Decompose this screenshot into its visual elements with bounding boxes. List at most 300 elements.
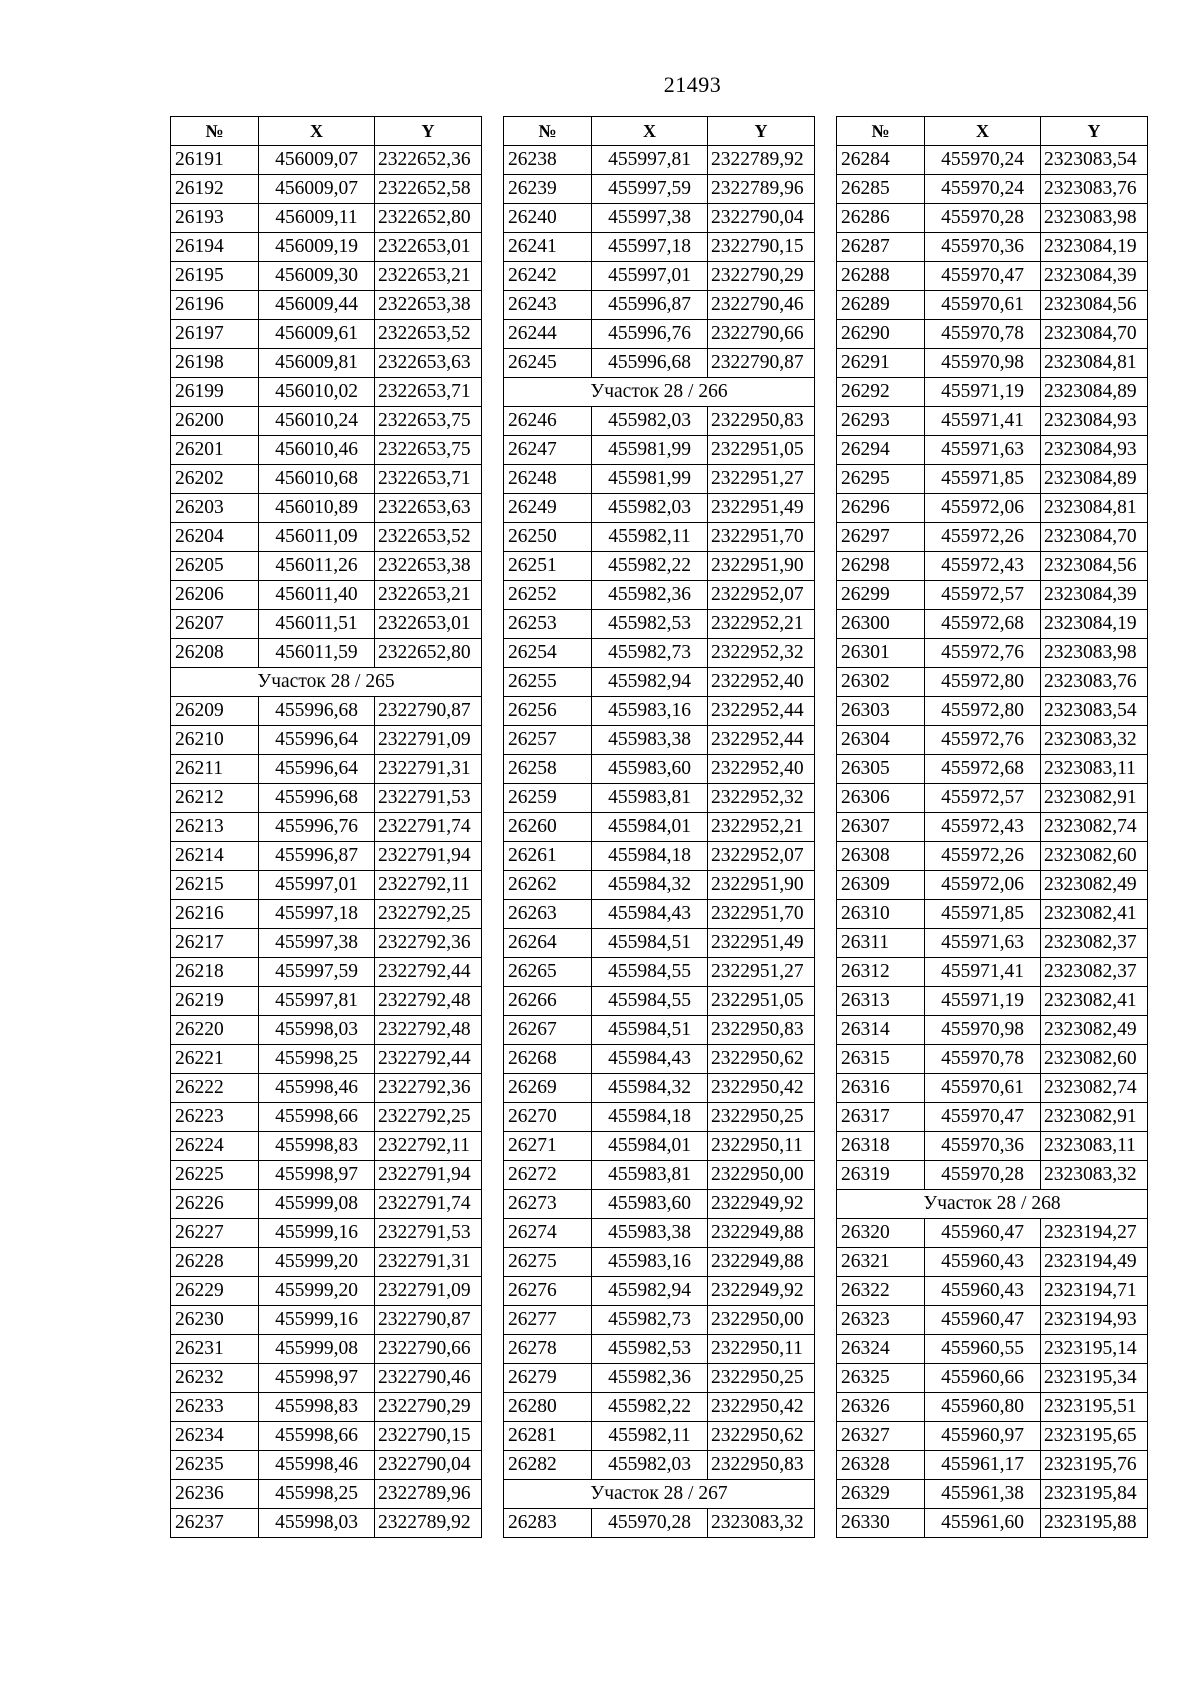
x-coordinate: 455984,32 bbox=[592, 1074, 708, 1103]
table-row bbox=[171, 813, 482, 842]
table-row bbox=[504, 320, 815, 349]
x-coordinate: 456009,11 bbox=[259, 204, 375, 233]
point-number: 26232 bbox=[171, 1364, 259, 1393]
x-coordinate: 455981,99 bbox=[592, 465, 708, 494]
y-coordinate: 2322790,04 bbox=[708, 204, 815, 233]
table-row bbox=[837, 1045, 1148, 1074]
x-coordinate: 455960,47 bbox=[925, 1306, 1041, 1335]
table-row bbox=[171, 1045, 482, 1074]
y-coordinate: 2322952,32 bbox=[708, 639, 815, 668]
x-coordinate: 456011,51 bbox=[259, 610, 375, 639]
point-number: 26265 bbox=[504, 958, 592, 987]
y-coordinate: 2323194,49 bbox=[1041, 1248, 1148, 1277]
point-number: 26301 bbox=[837, 639, 925, 668]
y-coordinate: 2322792,36 bbox=[375, 929, 482, 958]
table-row bbox=[504, 1277, 815, 1306]
x-coordinate: 455982,22 bbox=[592, 1393, 708, 1422]
table-row bbox=[171, 1132, 482, 1161]
y-coordinate: 2323084,81 bbox=[1041, 494, 1148, 523]
table-row bbox=[171, 1393, 482, 1422]
x-coordinate: 455970,28 bbox=[925, 204, 1041, 233]
table-row bbox=[837, 1277, 1148, 1306]
x-coordinate: 455998,25 bbox=[259, 1480, 375, 1509]
x-coordinate: 456009,44 bbox=[259, 291, 375, 320]
y-coordinate: 2322789,96 bbox=[708, 175, 815, 204]
x-coordinate: 455982,22 bbox=[592, 552, 708, 581]
point-number: 26266 bbox=[504, 987, 592, 1016]
table-row bbox=[504, 1306, 815, 1335]
point-number: 26192 bbox=[171, 175, 259, 204]
point-number: 26316 bbox=[837, 1074, 925, 1103]
point-number: 26259 bbox=[504, 784, 592, 813]
table-row bbox=[504, 523, 815, 552]
x-coordinate: 455982,03 bbox=[592, 1451, 708, 1480]
x-coordinate: 455970,98 bbox=[925, 349, 1041, 378]
y-coordinate: 2322791,53 bbox=[375, 784, 482, 813]
y-coordinate: 2322653,21 bbox=[375, 581, 482, 610]
point-number: 26250 bbox=[504, 523, 592, 552]
x-coordinate: 456011,26 bbox=[259, 552, 375, 581]
table-row bbox=[504, 494, 815, 523]
section-header-row bbox=[837, 1190, 1148, 1219]
point-number: 26293 bbox=[837, 407, 925, 436]
table-row bbox=[171, 1074, 482, 1103]
table-row bbox=[504, 1161, 815, 1190]
y-coordinate: 2323084,56 bbox=[1041, 552, 1148, 581]
table-row bbox=[837, 1509, 1148, 1538]
point-number: 26238 bbox=[504, 146, 592, 175]
point-number: 26231 bbox=[171, 1335, 259, 1364]
x-coordinate: 455997,81 bbox=[592, 146, 708, 175]
point-number: 26236 bbox=[171, 1480, 259, 1509]
table-row bbox=[171, 1422, 482, 1451]
table-row bbox=[837, 291, 1148, 320]
table-row bbox=[837, 871, 1148, 900]
x-coordinate: 455981,99 bbox=[592, 436, 708, 465]
y-coordinate: 2322952,21 bbox=[708, 610, 815, 639]
y-coordinate: 2323195,88 bbox=[1041, 1509, 1148, 1538]
y-coordinate: 2323082,37 bbox=[1041, 929, 1148, 958]
x-coordinate: 455972,76 bbox=[925, 726, 1041, 755]
y-coordinate: 2322790,04 bbox=[375, 1451, 482, 1480]
y-coordinate: 2322789,92 bbox=[708, 146, 815, 175]
y-coordinate: 2323083,11 bbox=[1041, 755, 1148, 784]
table-row bbox=[171, 1103, 482, 1132]
y-coordinate: 2322653,21 bbox=[375, 262, 482, 291]
y-coordinate: 2323082,74 bbox=[1041, 813, 1148, 842]
x-coordinate: 455970,98 bbox=[925, 1016, 1041, 1045]
y-coordinate: 2323084,39 bbox=[1041, 262, 1148, 291]
y-coordinate: 2322952,07 bbox=[708, 581, 815, 610]
table-row bbox=[504, 1074, 815, 1103]
y-coordinate: 2322791,94 bbox=[375, 842, 482, 871]
point-number: 26305 bbox=[837, 755, 925, 784]
table-row bbox=[171, 1277, 482, 1306]
y-coordinate: 2322792,48 bbox=[375, 1016, 482, 1045]
point-number: 26272 bbox=[504, 1161, 592, 1190]
x-coordinate: 455972,26 bbox=[925, 523, 1041, 552]
point-number: 26260 bbox=[504, 813, 592, 842]
table-row bbox=[837, 1306, 1148, 1335]
point-number: 26210 bbox=[171, 726, 259, 755]
point-number: 26330 bbox=[837, 1509, 925, 1538]
y-coordinate: 2322950,42 bbox=[708, 1393, 815, 1422]
y-coordinate: 2323082,37 bbox=[1041, 958, 1148, 987]
point-number: 26218 bbox=[171, 958, 259, 987]
y-coordinate: 2322790,46 bbox=[375, 1364, 482, 1393]
point-number: 26241 bbox=[504, 233, 592, 262]
y-coordinate: 2322791,09 bbox=[375, 1277, 482, 1306]
y-coordinate: 2322951,49 bbox=[708, 929, 815, 958]
point-number: 26287 bbox=[837, 233, 925, 262]
point-number: 26289 bbox=[837, 291, 925, 320]
y-coordinate: 2322792,11 bbox=[375, 871, 482, 900]
point-number: 26284 bbox=[837, 146, 925, 175]
x-coordinate: 455984,01 bbox=[592, 813, 708, 842]
point-number: 26249 bbox=[504, 494, 592, 523]
x-coordinate: 455972,26 bbox=[925, 842, 1041, 871]
table-row bbox=[504, 552, 815, 581]
point-number: 26227 bbox=[171, 1219, 259, 1248]
table-row bbox=[504, 581, 815, 610]
table-row bbox=[837, 842, 1148, 871]
table-row bbox=[171, 639, 482, 668]
y-coordinate: 2322792,44 bbox=[375, 958, 482, 987]
x-coordinate: 455972,43 bbox=[925, 552, 1041, 581]
table-row bbox=[504, 1335, 815, 1364]
y-coordinate: 2323084,19 bbox=[1041, 233, 1148, 262]
point-number: 26204 bbox=[171, 523, 259, 552]
x-coordinate: 455984,51 bbox=[592, 929, 708, 958]
point-number: 26248 bbox=[504, 465, 592, 494]
x-coordinate: 455997,81 bbox=[259, 987, 375, 1016]
y-coordinate: 2322792,48 bbox=[375, 987, 482, 1016]
point-number: 26199 bbox=[171, 378, 259, 407]
x-coordinate: 455961,60 bbox=[925, 1509, 1041, 1538]
x-coordinate: 455997,59 bbox=[592, 175, 708, 204]
point-number: 26264 bbox=[504, 929, 592, 958]
point-number: 26215 bbox=[171, 871, 259, 900]
point-number: 26221 bbox=[171, 1045, 259, 1074]
x-coordinate: 455982,53 bbox=[592, 1335, 708, 1364]
table-row bbox=[171, 494, 482, 523]
x-coordinate: 455998,46 bbox=[259, 1074, 375, 1103]
point-number: 26252 bbox=[504, 581, 592, 610]
x-coordinate: 455997,18 bbox=[592, 233, 708, 262]
x-coordinate: 455996,68 bbox=[259, 697, 375, 726]
table-row bbox=[504, 1451, 815, 1480]
point-number: 26327 bbox=[837, 1422, 925, 1451]
point-number: 26321 bbox=[837, 1248, 925, 1277]
table-row bbox=[171, 1451, 482, 1480]
y-coordinate: 2322950,00 bbox=[708, 1306, 815, 1335]
table-row bbox=[837, 204, 1148, 233]
x-coordinate: 455960,55 bbox=[925, 1335, 1041, 1364]
x-coordinate: 455998,83 bbox=[259, 1393, 375, 1422]
table-row bbox=[504, 1393, 815, 1422]
table-row bbox=[837, 929, 1148, 958]
y-coordinate: 2322652,36 bbox=[375, 146, 482, 175]
point-number: 26211 bbox=[171, 755, 259, 784]
x-coordinate: 455982,03 bbox=[592, 494, 708, 523]
point-number: 26263 bbox=[504, 900, 592, 929]
table-row bbox=[837, 668, 1148, 697]
table-row bbox=[837, 726, 1148, 755]
x-coordinate: 456010,89 bbox=[259, 494, 375, 523]
y-coordinate: 2322791,09 bbox=[375, 726, 482, 755]
point-number: 26254 bbox=[504, 639, 592, 668]
point-number: 26322 bbox=[837, 1277, 925, 1306]
point-number: 26191 bbox=[171, 146, 259, 175]
point-number: 26202 bbox=[171, 465, 259, 494]
y-coordinate: 2322792,25 bbox=[375, 1103, 482, 1132]
x-coordinate: 455984,43 bbox=[592, 900, 708, 929]
header-number: № bbox=[837, 117, 925, 146]
x-coordinate: 455960,43 bbox=[925, 1248, 1041, 1277]
y-coordinate: 2322792,44 bbox=[375, 1045, 482, 1074]
y-coordinate: 2323082,60 bbox=[1041, 842, 1148, 871]
point-number: 26280 bbox=[504, 1393, 592, 1422]
point-number: 26308 bbox=[837, 842, 925, 871]
table-header-row bbox=[504, 117, 815, 146]
y-coordinate: 2322949,88 bbox=[708, 1248, 815, 1277]
point-number: 26230 bbox=[171, 1306, 259, 1335]
point-number: 26288 bbox=[837, 262, 925, 291]
y-coordinate: 2322789,96 bbox=[375, 1480, 482, 1509]
y-coordinate: 2323084,70 bbox=[1041, 320, 1148, 349]
point-number: 26312 bbox=[837, 958, 925, 987]
x-coordinate: 455983,38 bbox=[592, 1219, 708, 1248]
point-number: 26255 bbox=[504, 668, 592, 697]
point-number: 26229 bbox=[171, 1277, 259, 1306]
table-row bbox=[504, 610, 815, 639]
table-row bbox=[837, 1074, 1148, 1103]
table-row bbox=[171, 871, 482, 900]
x-coordinate: 455972,06 bbox=[925, 871, 1041, 900]
table-row bbox=[171, 552, 482, 581]
table-row bbox=[171, 291, 482, 320]
x-coordinate: 455998,25 bbox=[259, 1045, 375, 1074]
x-coordinate: 455999,16 bbox=[259, 1219, 375, 1248]
y-coordinate: 2323084,39 bbox=[1041, 581, 1148, 610]
y-coordinate: 2323195,84 bbox=[1041, 1480, 1148, 1509]
x-coordinate: 455998,46 bbox=[259, 1451, 375, 1480]
y-coordinate: 2323082,74 bbox=[1041, 1074, 1148, 1103]
point-number: 26246 bbox=[504, 407, 592, 436]
table-row bbox=[837, 349, 1148, 378]
table-row bbox=[504, 1045, 815, 1074]
point-number: 26310 bbox=[837, 900, 925, 929]
table-row bbox=[837, 262, 1148, 291]
table-row bbox=[171, 407, 482, 436]
point-number: 26198 bbox=[171, 349, 259, 378]
table-row bbox=[837, 958, 1148, 987]
table-row bbox=[171, 581, 482, 610]
point-number: 26268 bbox=[504, 1045, 592, 1074]
x-coordinate: 455982,94 bbox=[592, 668, 708, 697]
x-coordinate: 455997,01 bbox=[259, 871, 375, 900]
x-coordinate: 455961,17 bbox=[925, 1451, 1041, 1480]
point-number: 26291 bbox=[837, 349, 925, 378]
y-coordinate: 2322790,46 bbox=[708, 291, 815, 320]
y-coordinate: 2322653,71 bbox=[375, 378, 482, 407]
table-row bbox=[504, 1364, 815, 1393]
y-coordinate: 2322950,11 bbox=[708, 1335, 815, 1364]
point-number: 26286 bbox=[837, 204, 925, 233]
point-number: 26200 bbox=[171, 407, 259, 436]
x-coordinate: 455982,03 bbox=[592, 407, 708, 436]
y-coordinate: 2323084,89 bbox=[1041, 465, 1148, 494]
y-coordinate: 2323195,65 bbox=[1041, 1422, 1148, 1451]
point-number: 26325 bbox=[837, 1364, 925, 1393]
y-coordinate: 2322792,25 bbox=[375, 900, 482, 929]
table-header-row bbox=[837, 117, 1148, 146]
table-row bbox=[837, 175, 1148, 204]
x-coordinate: 455983,16 bbox=[592, 1248, 708, 1277]
y-coordinate: 2323195,76 bbox=[1041, 1451, 1148, 1480]
y-coordinate: 2322652,80 bbox=[375, 204, 482, 233]
table-row bbox=[504, 175, 815, 204]
x-coordinate: 455972,68 bbox=[925, 755, 1041, 784]
table-row bbox=[837, 697, 1148, 726]
header-number: № bbox=[171, 117, 259, 146]
point-number: 26328 bbox=[837, 1451, 925, 1480]
y-coordinate: 2323082,91 bbox=[1041, 784, 1148, 813]
point-number: 26309 bbox=[837, 871, 925, 900]
table-row bbox=[504, 987, 815, 1016]
y-coordinate: 2323195,51 bbox=[1041, 1393, 1148, 1422]
y-coordinate: 2322653,38 bbox=[375, 552, 482, 581]
point-number: 26206 bbox=[171, 581, 259, 610]
y-coordinate: 2323082,49 bbox=[1041, 871, 1148, 900]
x-coordinate: 455972,76 bbox=[925, 639, 1041, 668]
point-number: 26216 bbox=[171, 900, 259, 929]
y-coordinate: 2322952,40 bbox=[708, 755, 815, 784]
x-coordinate: 455982,11 bbox=[592, 1422, 708, 1451]
y-coordinate: 2322653,01 bbox=[375, 233, 482, 262]
table-row bbox=[171, 726, 482, 755]
x-coordinate: 455999,20 bbox=[259, 1277, 375, 1306]
x-coordinate: 455996,87 bbox=[592, 291, 708, 320]
table-row bbox=[837, 436, 1148, 465]
y-coordinate: 2322653,52 bbox=[375, 523, 482, 552]
x-coordinate: 455996,76 bbox=[259, 813, 375, 842]
y-coordinate: 2322951,70 bbox=[708, 900, 815, 929]
point-number: 26326 bbox=[837, 1393, 925, 1422]
table-row bbox=[171, 262, 482, 291]
table-row bbox=[504, 1509, 815, 1538]
table-row bbox=[171, 1335, 482, 1364]
y-coordinate: 2322652,80 bbox=[375, 639, 482, 668]
table-row bbox=[171, 1016, 482, 1045]
point-number: 26279 bbox=[504, 1364, 592, 1393]
table-row bbox=[504, 262, 815, 291]
y-coordinate: 2322791,53 bbox=[375, 1219, 482, 1248]
x-coordinate: 455998,66 bbox=[259, 1103, 375, 1132]
table-row bbox=[171, 697, 482, 726]
y-coordinate: 2322790,15 bbox=[708, 233, 815, 262]
x-coordinate: 455982,73 bbox=[592, 1306, 708, 1335]
y-coordinate: 2322792,36 bbox=[375, 1074, 482, 1103]
section-label: Участок 28 / 267 bbox=[504, 1480, 815, 1509]
y-coordinate: 2323084,70 bbox=[1041, 523, 1148, 552]
x-coordinate: 455999,08 bbox=[259, 1190, 375, 1219]
point-number: 26296 bbox=[837, 494, 925, 523]
point-number: 26273 bbox=[504, 1190, 592, 1219]
y-coordinate: 2322790,87 bbox=[375, 1306, 482, 1335]
x-coordinate: 456011,59 bbox=[259, 639, 375, 668]
x-coordinate: 455983,38 bbox=[592, 726, 708, 755]
table-row bbox=[504, 146, 815, 175]
table-row bbox=[171, 784, 482, 813]
x-coordinate: 455997,01 bbox=[592, 262, 708, 291]
table-row bbox=[837, 552, 1148, 581]
table-row bbox=[171, 1306, 482, 1335]
x-coordinate: 455970,47 bbox=[925, 1103, 1041, 1132]
table-row bbox=[837, 233, 1148, 262]
point-number: 26213 bbox=[171, 813, 259, 842]
table-row bbox=[837, 1364, 1148, 1393]
x-coordinate: 455972,68 bbox=[925, 610, 1041, 639]
x-coordinate: 455997,59 bbox=[259, 958, 375, 987]
point-number: 26201 bbox=[171, 436, 259, 465]
y-coordinate: 2323084,81 bbox=[1041, 349, 1148, 378]
point-number: 26314 bbox=[837, 1016, 925, 1045]
table-row bbox=[504, 784, 815, 813]
y-coordinate: 2322789,92 bbox=[375, 1509, 482, 1538]
table-row bbox=[504, 871, 815, 900]
x-coordinate: 455983,60 bbox=[592, 1190, 708, 1219]
y-coordinate: 2322952,40 bbox=[708, 668, 815, 697]
point-number: 26251 bbox=[504, 552, 592, 581]
x-coordinate: 455983,16 bbox=[592, 697, 708, 726]
x-coordinate: 455998,03 bbox=[259, 1509, 375, 1538]
x-coordinate: 455972,80 bbox=[925, 697, 1041, 726]
table-row bbox=[504, 204, 815, 233]
point-number: 26247 bbox=[504, 436, 592, 465]
table-row bbox=[504, 233, 815, 262]
x-coordinate: 456010,24 bbox=[259, 407, 375, 436]
point-number: 26225 bbox=[171, 1161, 259, 1190]
point-number: 26228 bbox=[171, 1248, 259, 1277]
point-number: 26300 bbox=[837, 610, 925, 639]
y-coordinate: 2322792,11 bbox=[375, 1132, 482, 1161]
table-row bbox=[837, 378, 1148, 407]
y-coordinate: 2322952,07 bbox=[708, 842, 815, 871]
point-number: 26271 bbox=[504, 1132, 592, 1161]
x-coordinate: 455970,28 bbox=[592, 1509, 708, 1538]
point-number: 26207 bbox=[171, 610, 259, 639]
table-row bbox=[837, 784, 1148, 813]
header-y: Y bbox=[708, 117, 815, 146]
point-number: 26318 bbox=[837, 1132, 925, 1161]
y-coordinate: 2322653,63 bbox=[375, 494, 482, 523]
x-coordinate: 455984,18 bbox=[592, 1103, 708, 1132]
point-number: 26217 bbox=[171, 929, 259, 958]
y-coordinate: 2322952,44 bbox=[708, 726, 815, 755]
x-coordinate: 455984,32 bbox=[592, 871, 708, 900]
table-row bbox=[837, 1132, 1148, 1161]
point-number: 26193 bbox=[171, 204, 259, 233]
point-number: 26239 bbox=[504, 175, 592, 204]
point-number: 26244 bbox=[504, 320, 592, 349]
x-coordinate: 455984,51 bbox=[592, 1016, 708, 1045]
y-coordinate: 2322949,92 bbox=[708, 1190, 815, 1219]
y-coordinate: 2323083,54 bbox=[1041, 146, 1148, 175]
y-coordinate: 2323083,32 bbox=[1041, 1161, 1148, 1190]
y-coordinate: 2323195,14 bbox=[1041, 1335, 1148, 1364]
table-row bbox=[171, 320, 482, 349]
